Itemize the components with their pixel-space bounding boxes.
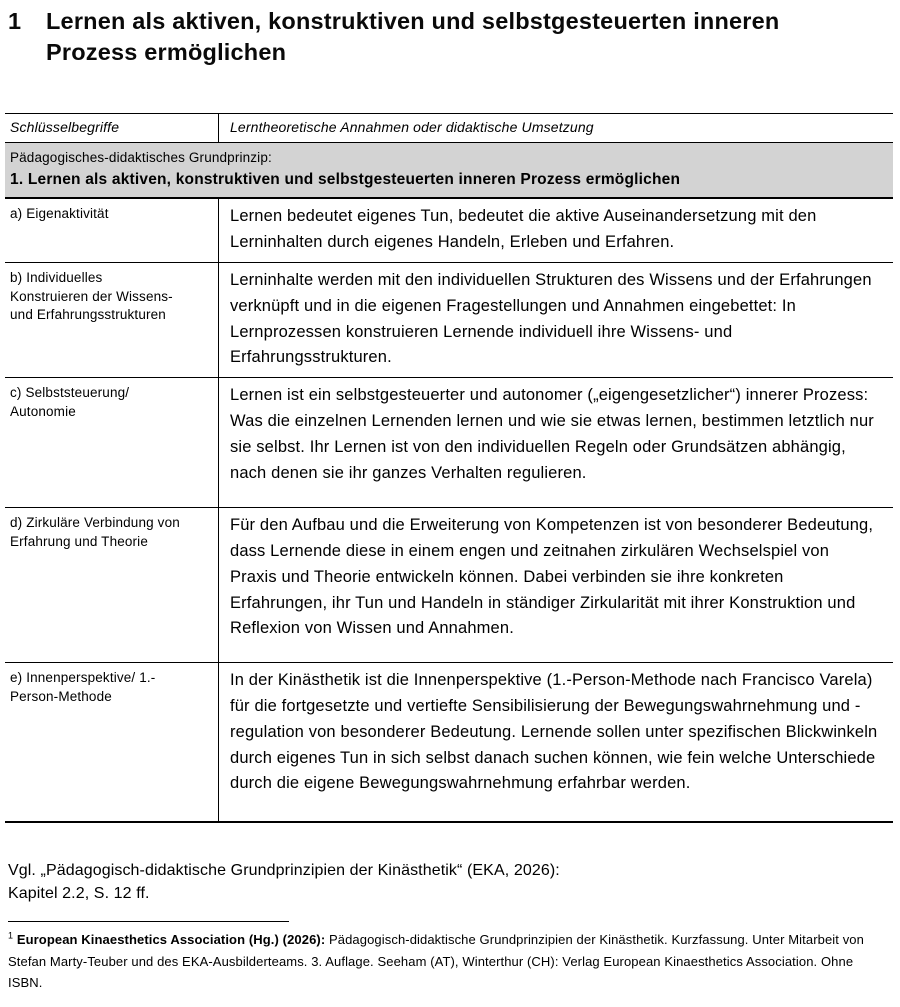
table-row-innenperspektive [5,663,893,821]
row-description: Lernen bedeutet eigenes Tun, bedeutet die aktive Auseinandersetzung mit den Lerninhalten durch eigenes Handeln, Erleben und Erfahren. [218,199,893,262]
banner-principle: 1. Lernen als aktiven, konstruktiven und selbstgesteuerten inneren Prozess ermöglichen [10,171,681,188]
table-row-individuelles-konstruieren [5,263,893,378]
footnote-text: Pädagogisch-didaktische Grundprinzipien der Kinästhetik. Kurzfassung. Unter Mitarbeit von Stefan Marty-Teuber und des EKA-Ausbilderteams. 3. Auflage. Seeham (AT), Winterthur (CH): Verlag European Kinaesthetics Association. Ohne ISBN. [8,932,864,991]
row-term: a) Eigenaktivität [10,206,109,221]
footnote-source-bold: European Kinaesthetics Association (Hg.) (2026): [16,932,326,948]
column-header-assumptions: Lerntheoretische Annahmen oder didaktische Umsetzung [218,114,893,142]
heading-text: Lernen als aktiven, konstruktiven und selbstgesteuerten inneren Prozess ermöglichen [46,8,780,65]
row-description: Lernen ist ein selbstgesteuerter und autonomer („eigengesetzlicher“) innerer Prozess: Was die einzelnen Lernenden lernen und wie sie etwas lernen, bestimmen letztlich nur sie selbst. Ihr Lernen ist von den individuellen Regeln oder Grundsätzen abhängig, nach denen sie ihr ganzes Verhalten regulieren. [218,378,893,507]
column-header-keyterms: Schlüsselbegriffe [10,119,120,135]
principles-table [5,113,893,823]
principle-banner [5,143,893,199]
reference-note [5,859,865,905]
reference-line1: Vgl. „Pädagogisch-didaktische Grundprinzipien der Kinästhetik“ (EKA, 2026): [8,862,560,880]
row-description: Für den Aufbau und die Erweiterung von Kompetenzen ist von besonderer Bedeutung, dass Lernende diese in einem engen und zeitnahen zirkulären Wechselspiel von Praxis und Theorie entwickeln können. Dabei verbinden sie ihre konkreten Erfahrungen, ihr Tun und Handeln in ständiger Zirkularität mit ihrer Konstruktion und Reflexion von Wissen und Annahmen. [218,508,893,662]
row-term: e) Innenperspektive/ 1.-Person-Methode [10,670,156,704]
row-description: Lerninhalte werden mit den individuellen Strukturen des Wissens und der Erfahrungen verknüpft und in die eigenen Fragestellungen und Annahmen eingebettet: In Lernprozessen konstruieren Lernende individuell ihre Wissens- und Erfahrungsstrukturen. [218,263,893,377]
table-row-eigenaktivitaet [5,199,893,263]
row-term: d) Zirkuläre Verbindung von Erfahrung und Theorie [10,515,180,549]
reference-line2: Kapitel 2.2, S. 12 ff. [8,885,150,903]
row-term: b) Individuelles Konstruieren der Wissens- und Erfahrungsstrukturen [10,270,173,322]
footnote-marker: 1 [8,930,14,941]
table-header-row [5,114,893,143]
table-row-zirkulaere-verbindung [5,508,893,663]
heading-number: 1 [8,8,22,34]
row-term: c) Selbststeuerung/ Autonomie [10,385,130,419]
page-title [5,6,893,68]
banner-label: Pädagogisches-didaktisches Grundprinzip: [10,150,272,165]
row-description: In der Kinästhetik ist die Innenperspektive (1.-Person-Methode nach Francisco Varela) für die fortgesetzte und vertiefte Sensibilisierung der Bewegungswahrnehmung und -regulation von besonderer Bedeutung. Lernende sollen unter spezifischen Blickwinkeln durch eigenes Tun in sich selbst danach suchen können, wie fein welche Unterschiede durch die eigene Bewegungswahrnehmung erfahrbar werden. [218,663,893,821]
footnote-divider [8,921,289,922]
footnote [5,929,890,994]
table-row-selbststeuerung [5,378,893,508]
